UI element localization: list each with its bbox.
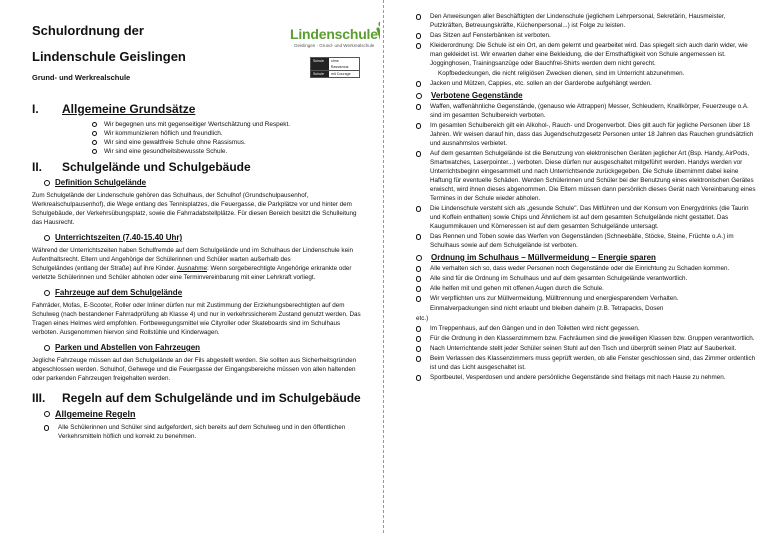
definition-text: Zum Schulgelände der Lindenschule gehören das Schulhaus, der Schulhof (Grundschulpausenhof, Werkrealschulpausenhof), die Wege entlang des Tennisplatzes, die Feuergasse, die Parkplätze vor und hinter dem Schulgebäude, der Verkehrsübungsplatz, sowie die Fahrradabstellplätze. Für diesen Bereich besitzt die Schulleitung das Hausrecht.	[32, 192, 357, 226]
rules-list-top	[416, 12, 760, 88]
forbidden-items-list	[416, 102, 760, 250]
circle-bullet-icon	[44, 411, 50, 417]
list-item: Waffen, waffenähnliche Gegenstände, (genauso wie Attrappen) Messer, Schleudern, Knallkörper, Feuerzeuge o.A. sind im gesamten Schulbereich verboten.	[416, 102, 760, 120]
parking-text: Jegliche Fahrzeuge müssen auf den Schulgelände an der Fils abgestellt werden. Sie sollten aus Sicherheitsgründen abgeschlossen werden. Schulhof, Gehwege und die Feuergasse der Eingangsbereiche müssen von allen haltenden oder parkenden Fahrzeugen freigehalten werden.	[32, 357, 357, 382]
subsection-vehicles: Fahrzeuge auf dem Schulgelände	[44, 288, 372, 297]
courage-badge: Schule ohne Rassismus Schule mit Courage	[310, 57, 360, 78]
list-item: Wir kommunizieren höflich und freundlich.	[92, 129, 372, 138]
list-item: Alle Schülerinnen und Schüler sind aufgefordert, sich bereits auf dem Schulweg und in den öffentlichen Verkehrsmitteln höflich und korrekt zu benehmen.	[44, 423, 372, 441]
list-item: Wir sind eine gesundheitsbewusste Schule.	[92, 147, 372, 156]
list-item: Alle verhalten sich so, dass weder Personen noch Gegenstände oder die Einrichtung zu Schaden kommen.	[416, 264, 760, 273]
circle-bullet-icon	[44, 180, 50, 186]
list-item: Das Sitzen auf Fensterbänken ist verboten.	[416, 31, 760, 40]
title-line-2: Lindenschule Geislingen	[32, 49, 186, 64]
circle-bullet-icon	[416, 255, 422, 261]
list-item: Sportbeutel, Vesperdosen und andere persönliche Gegenstände sind freitags mit nach Hause zu nehmen.	[416, 373, 760, 382]
page-divider	[383, 0, 384, 533]
subsection-lesson-times: Unterrichtszeiten (7.40-15.40 Uhr)	[44, 233, 372, 242]
list-item: Kleiderordnung: Die Schule ist ein Ort, an dem gelernt und gearbeitet wird. Das spiegelt sich auch darin wider, wie man gekleidet ist. Wir erwarten daher eine Bekleidung, die der Ernsthaftigkeit von Schule angemessen ist. Jogginghosen, Trainingsanzüge oder Bauchfrei-Shirts werden dem nicht gerecht.	[416, 41, 760, 68]
document-header	[32, 23, 378, 99]
subsection-order: Ordnung im Schulhaus – Müllvermeidung – Energie sparen	[416, 253, 760, 262]
subsection-forbidden-items: Verbotene Gegenstände	[416, 91, 760, 100]
list-item: Im gesamten Schulbereich gilt ein Alkohol-, Rauch- und Drogenverbot. Dies gilt auch für jegliche Personen über 18 Jahren. Wir weisen darauf hin, dass das Jugendschutzgesetz Personen unter 18 Jahren das Rauchen grundsätzlich und ausnahmslos verbietet.	[416, 121, 760, 148]
list-item: Wir sind eine gewaltfreie Schule ohne Rassismus.	[92, 138, 372, 147]
circle-bullet-icon	[44, 290, 50, 296]
logo-name: Lindenschule	[290, 26, 378, 42]
list-item-continuation: Einmalverpackungen sind nicht erlaubt und bleiben daheim (z.B. Tetrapacks, Dosen	[430, 305, 664, 312]
circle-bullet-icon	[416, 93, 422, 99]
order-list	[416, 264, 760, 382]
list-item: Den Anweisungen aller Beschäftigten der Lindenschule (jeglichem Lehrpersonal, Sekretärin, Hausmeister, Putzkräften, Betreuungskräfte, Küchenpersonal...) ist Folge zu leisten.	[416, 12, 760, 30]
principles-list	[92, 120, 372, 156]
circle-bullet-icon	[44, 345, 50, 351]
section-1-heading: I. Allgemeine Grundsätze	[32, 102, 196, 116]
right-page	[386, 0, 768, 533]
list-item-continuation: etc.)	[416, 315, 429, 322]
lesson-times-text: Während der Unterrichtszeiten haben Schulfremde auf dem Schulgelände und im Schulhaus der Lindenschule kein Aufenthaltsrecht. Eltern und Angehörige der Schülerinnen und Schüler warten außerhalb des	[32, 247, 353, 263]
subsection-parking: Parken und Abstellen von Fahrzeugen	[44, 343, 372, 352]
list-item: Alle sind für die Ordnung im Schulhaus und auf dem gesamten Schulgelände verantwortlich.	[416, 274, 760, 283]
lesson-times-exception: Schulgeländes (entlang der Straße) auf ihre Kinder. Ausnahme: Wenn sorgeberechtigte Angehörige erkrankte oder verletzte Schülerinnen und Schüler abholen oder eine Terminvereinbarung mit einer Lehrkraft vorliegt.	[32, 265, 352, 281]
title-line-1: Schulordnung der	[32, 23, 144, 38]
list-item: Die Lindenschule versteht sich als „gesunde Schule". Das Mitführen und der Konsum von Energydrinks (die Taurin und Koffein enthalten) sowie Chips und Ähnlichem ist auf dem gesamten Schulgelände nicht gestattet. Das Kaugummikauen und Körneressen ist auf dem gesamten Schulgelände untersagt.	[416, 204, 760, 231]
subsection-definition: Definition Schulgelände	[44, 178, 372, 187]
people-figures-icon	[376, 20, 380, 52]
circle-bullet-icon	[44, 235, 50, 241]
subtitle: Grund- und Werkrealschule	[32, 73, 131, 82]
school-logo	[290, 24, 380, 84]
list-item: Auf dem gesamten Schulgelände ist die Benutzung von elektronischen Geräten jeglicher Art (Bsp. Handy, AirPods, Smartwatches, Laserpointer...) verboten. Diese dürfen nur ausgeschaltet mitgeführt werden. Handys werden vor Unterrichtsbeginn eingesammelt und nach Unterrichtsende zurückgegeben. Die Schule übernimmt dabei keine Haftung für eventuelle Schäden. Werden Schülerinnen und Schüler bei der Benutzung eines elektronischen Gerätes erwischt, wird ihnen dieses abgenommen. Die Eltern müssen dann persönlich dieses Gerät nach Vereinbarung eines Termines in der Schule wieder abholen.	[416, 149, 760, 203]
list-item: Jacken und Mützen, Cappies, etc. sollen an der Garderobe aufgehängt werden.	[416, 79, 760, 88]
list-item: Wir begegnen uns mit gegenseitiger Wertschätzung und Respekt.	[92, 120, 372, 129]
section-2-heading: II. Schulgelände und Schulgebäude	[32, 160, 251, 174]
list-item: Wir verpflichten uns zur Müllvermeidung, Mülltrennung und energiesparendem Verhalten.	[416, 294, 760, 303]
list-item: Alle helfen mit und gehen mit offenen Augen durch die Schule.	[416, 284, 760, 293]
logo-subline: Geislingen · Grund- und Werkrealschule	[294, 43, 375, 48]
left-page	[0, 0, 380, 533]
list-item: Für die Ordnung in den Klassenzimmern bzw. Fachräumen sind die jeweiligen Klassen bzw. Gruppen verantwortlich.	[416, 334, 760, 343]
subsection-general-rules: Allgemeine Regeln	[44, 409, 372, 419]
list-item-continuation: Kopfbedeckungen, die nicht religiösen Zwecken dienen, sind im Unterricht abzunehmen.	[438, 70, 685, 77]
list-item: Beim Verlassen des Klassenzimmers muss geprüft werden, ob alle Fenster geschlossen sind, das Zimmer ordentlich ist und das Licht ausgeschaltet ist.	[416, 354, 760, 372]
section-3-heading: III. Regeln auf dem Schulgelände und im Schulgebäude	[32, 391, 361, 405]
general-rules-list	[44, 423, 372, 441]
vehicles-text: Fahrräder, Mofas, E-Scooter, Roller oder Inliner dürfen nur mit Zustimmung der Erziehungsberechtigten auf dem Schulweg (nach bestandener Fahrradprüfung ab Klasse 4) und nur in verkehrssicherem Zustand genutzt werden. Das Tragen eines Helmes wird empfohlen. Fortbewegungsmittel wie Cityroller oder Skateboards sind im Schulhaus verboten. Ausgenommen hiervon sind Rollstühle und Kinderwagen.	[32, 302, 361, 336]
list-item: Im Treppenhaus, auf den Gängen und in den Toiletten wird nicht gegessen.	[416, 324, 760, 333]
list-item: Das Rennen und Toben sowie das Werfen von Gegenständen (Schneebälle, Stöcke, Steine, Früchte o.A.) im Schulhaus sowie auf dem Schulgelände ist verboten.	[416, 232, 760, 250]
list-item: Nach Unterrichtende stellt jeder Schüler seinen Stuhl auf den Tisch und überprüft seinen Platz auf Sauberkeit.	[416, 344, 760, 353]
